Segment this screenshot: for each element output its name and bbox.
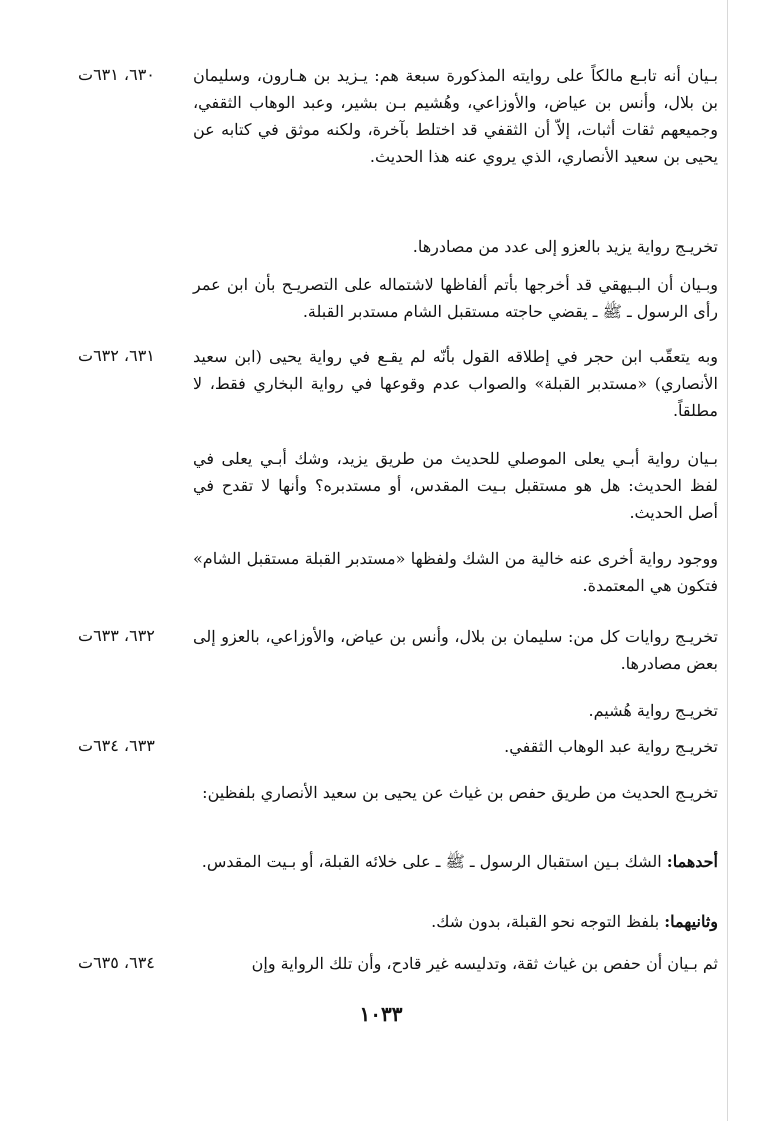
page-reference: ٦٣١، ٦٣٢ت: [78, 346, 155, 365]
entry-text: تخريـج الحديث من طريق حفص بن غياث عن يحيى بن سعيد الأنصاري بلفظين:: [202, 783, 718, 802]
entry-text: تخريـج رواية يزيد بالعزو إلى عدد من مصادرها.: [412, 237, 718, 256]
entry-text: بـيان رواية أبـي يعلى الموصلي للحديث من طريق يزيد، وشك أبـي يعلى في لفظ الحديث: هل هو مستقبل بـيت المقدس، أو مستدبره؟ وأنها لا تقدح في أصل الحديث.: [193, 449, 718, 522]
page-edge: [727, 0, 728, 1121]
entry-body: الشك بـين استقبال الرسول ـ ﷺ ـ على خلائه القبلة، أو بـيت المقدس.: [201, 852, 662, 871]
entry-text: ثم بـيان أن حفص بن غياث ثقة، وتدليسه غير قادح، وأن تلك الرواية وإن: [251, 954, 718, 973]
entry-text: وبه يتعقّب ابن حجر في إطلاقه القول بأنّه لم يقـع في رواية يحيى (ابن سعيد الأنصاري) «مستدبر القبلة» والصواب عدم وقوعها في رواية البخاري فقط، لا مطلقاً.: [193, 347, 719, 420]
page-reference: ٦٣٣، ٦٣٤ت: [78, 736, 155, 755]
page-reference: ٦٣٤، ٦٣٥ت: [78, 953, 155, 972]
entry-text: [193, 908, 718, 935]
entry-label: أحدهما:: [666, 852, 718, 871]
entry-text: ووجود رواية أخرى عنه خالية من الشك ولفظها «مستدبر القبلة مستقبل الشام» فتكون هي المعتمدة.: [193, 549, 718, 595]
entry-text: وبـيان أن البـيهقي قد أخرجها بأتم ألفاظها لاشتماله على التصريـح بأن ابن عمر رأى الرسول ـ ﷺ ـ يقضي حاجته مستقبل الشام مستدبر القبلة.: [193, 275, 718, 321]
entry-text: تخريـج رواية هُشيم.: [588, 701, 718, 720]
entry-text: تخريـج رواية عبد الوهاب الثقفي.: [504, 737, 718, 756]
entry-body: بلفظ التوجه نحو القبلة، بدون شك.: [431, 912, 660, 931]
page-reference: ٦٣٢، ٦٣٣ت: [78, 626, 155, 645]
page-reference: ٦٣٠، ٦٣١ت: [78, 65, 155, 84]
entry-text: تخريـج روايات كل من: سليمان بن بلال، وأنس بن عياض، والأوزاعي، بالعزو إلى بعض مصادرها.: [193, 627, 718, 673]
entry-label: وثانيهما:: [664, 912, 718, 931]
entry-text: [193, 848, 718, 875]
entry-text: بـيان أنه تابـع مالكاً على روايته المذكورة سبعة هم: يـزيد بن هـارون، وسليمان بن بلال، وأنس بن عياض، والأوزاعي، وهُشيم بـن بشير، وعبد الوهاب الثقفي، وجميعهم ثقات أثبات، إلاّ أن الثقفي قد اختلط بآخرة، ولكنه موثق في كتابه عن يحيى بن سعيد الأنصاري، الذي يروي عنه هذا الحديث.: [193, 66, 718, 166]
page-number: ١٠٣٣: [359, 1002, 403, 1026]
